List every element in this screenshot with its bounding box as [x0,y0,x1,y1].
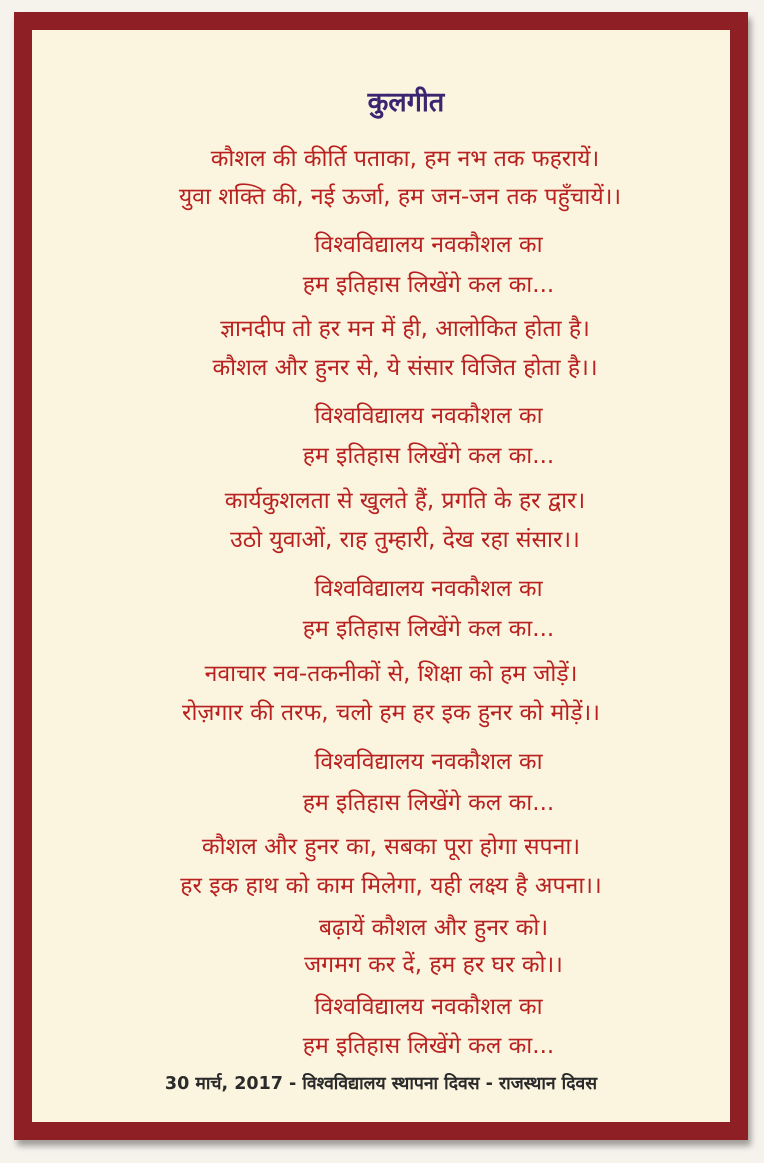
verse-line: कौशल और हुनर का, सबका पूरा होगा सपना। [201,834,581,860]
kulgeet-board [14,12,748,1140]
verse-line: ज्ञानदीप तो हर मन में ही, आलोकित होता है। [220,316,590,342]
chorus-line-1: विश्वविद्यालय नवकौशल का [314,749,543,775]
footer-date-line: 30 मार्च, 2017 - विश्वविद्यालय स्थापना दिवस - राजस्थान दिवस [164,1074,598,1094]
chorus-line-2: हम इतिहास लिखेंगे कल का... [302,1033,555,1059]
verse-line: उठो युवाओं, राह तुम्हारी, देख रहा संसार।। [230,527,580,553]
board-inner [32,30,730,1122]
verse-line: नवाचार नव-तकनीकों से, शिक्षा को हम जोड़ें। [204,661,578,687]
page-title: कुलगीत [367,87,445,118]
chorus-line-2: हम इतिहास लिखेंगे कल का... [302,443,555,469]
verse-line: रोज़गार की तरफ, चलो हम हर इक हुनर को मोड़ें।। [182,700,600,726]
verse-line: युवा शक्ति की, नई ऊर्जा, हम जन-जन तक पहुँचायें।। [178,184,622,210]
verse-line: कार्यकुशलता से खुलते हैं, प्रगति के हर द्वार। [224,488,586,514]
verse-line: कौशल और हुनर से, ये संसार विजित होता है।। [212,355,598,381]
verse-line: बढ़ायें कौशल और हुनर को। [318,915,549,941]
chorus-line-2: हम इतिहास लिखेंगे कल का... [302,790,555,816]
chorus-line-1: विश्वविद्यालय नवकौशल का [314,232,543,258]
verse-line: हर इक हाथ को काम मिलेगा, यही लक्ष्य है अपना।। [180,873,602,899]
chorus-line-1: विश्वविद्यालय नवकौशल का [314,576,543,602]
chorus-line-2: हम इतिहास लिखेंगे कल का... [302,616,555,642]
chorus-line-1: विश्वविद्यालय नवकौशल का [314,403,543,429]
verse-line: जगमग कर दें, हम हर घर को।। [304,952,563,978]
chorus-line-2: हम इतिहास लिखेंगे कल का... [302,272,555,298]
chorus-line-1: विश्वविद्यालय नवकौशल का [314,994,543,1020]
verse-line: कौशल की कीर्ति पताका, हम नभ तक फहरायें। [210,146,600,172]
